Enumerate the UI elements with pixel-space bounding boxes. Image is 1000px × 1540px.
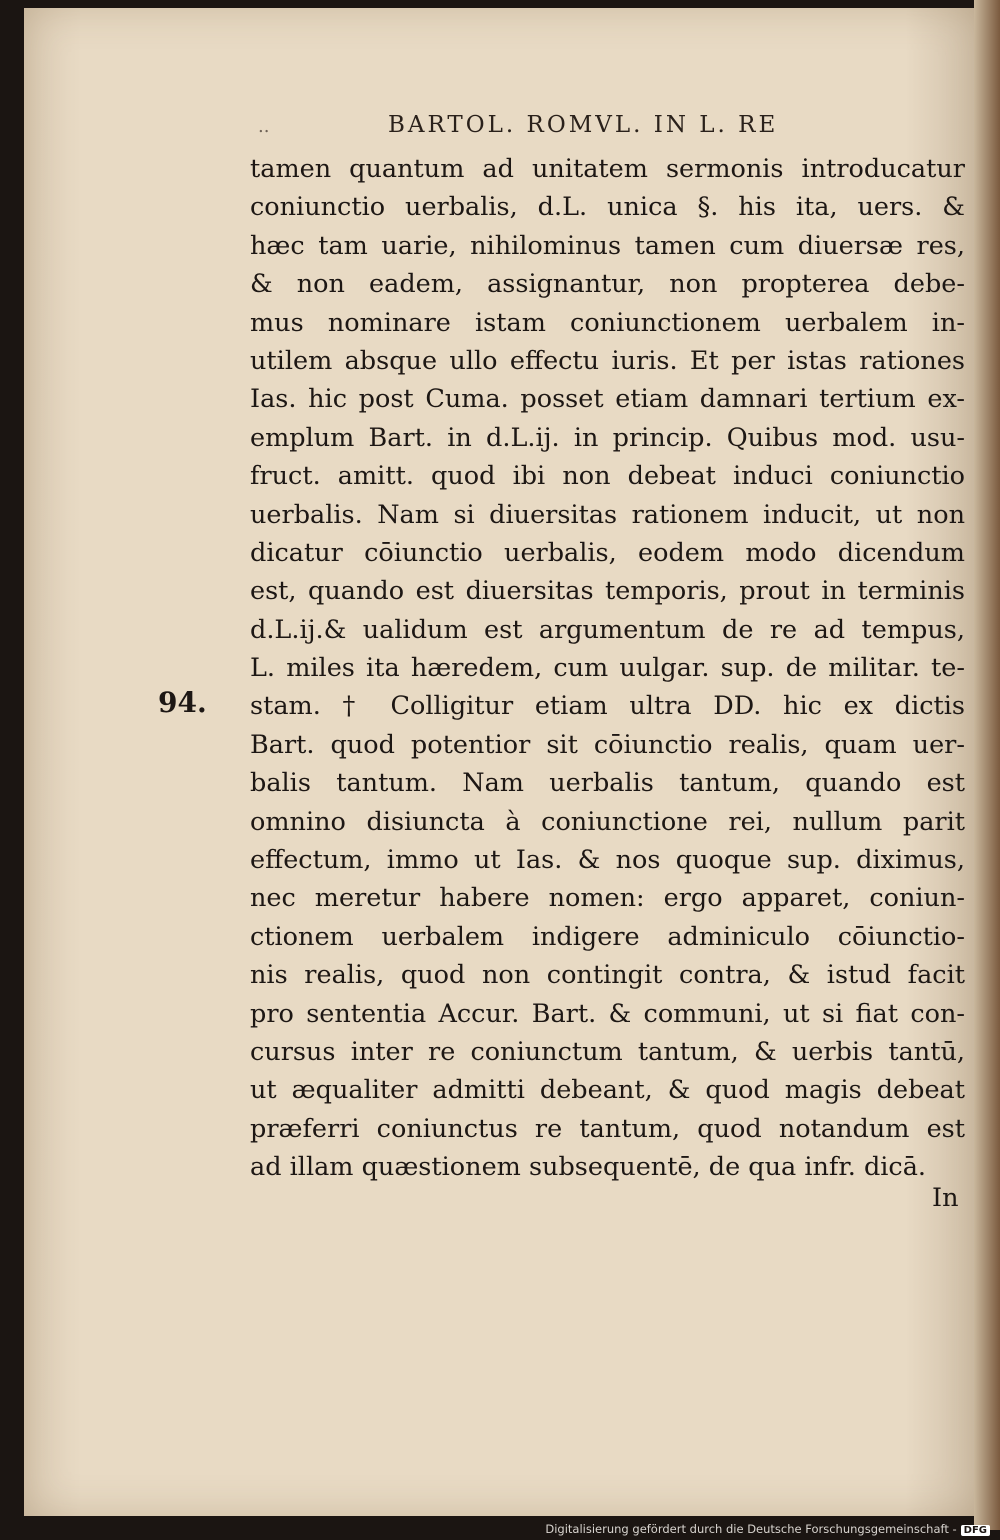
text-line: uerbalis. Nam si diuersitas rationem inducit, ut non (250, 499, 965, 530)
body-text (250, 150, 965, 1187)
text-line: pro sententia Accur. Bart. & communi, ut si fiat con- (250, 998, 965, 1029)
text-line: emplum Bart. in d.L.ij. in princip. Quibus mod. usu- (250, 422, 965, 453)
text-line: stam. † Colligitur etiam ultra DD. hic ex dictis (250, 691, 965, 722)
footer-text: Digitalisierung gefördert durch die Deutsche Forschungsgemeinschaft - (545, 1522, 957, 1536)
text-line: cursus inter re coniunctum tantum, & uerbis tantū, (250, 1036, 965, 1067)
running-head: BARTOL. ROMVL. IN L. RE (388, 112, 779, 138)
text-line: mus nominare istam coniunctionem uerbalem in- (250, 307, 965, 338)
text-line: Bart. quod potentior sit cōiunctio realis, quam uer- (250, 729, 965, 760)
text-line: effectum, immo ut Ias. & nos quoque sup. diximus, (250, 845, 965, 876)
text-line: d.L.ij.& ualidum est argumentum de re ad tempus, (250, 614, 965, 645)
text-line: tamen quantum ad unitatem sermonis introducatur (250, 154, 965, 184)
text-line: est, quando est diuersitas temporis, prout in terminis (250, 576, 965, 607)
text-line: nis realis, quod non contingit contra, & istud facit (250, 960, 965, 991)
text-line: utilem absque ullo effectu iuris. Et per istas rationes (250, 345, 965, 376)
text-line: omnino disiuncta à coniunctione rei, nullum parit (250, 806, 965, 837)
page-edge (974, 0, 1000, 1530)
text-line: dicatur cōiunctio uerbalis, eodem modo dicendum (250, 537, 965, 568)
text-line: ad illam quæstionem subsequentē, de qua infr. dicā. (250, 1152, 927, 1183)
text-line: L. miles ita hæredem, cum uulgar. sup. de militar. te- (250, 653, 965, 684)
text-line: fruct. amitt. quod ibi non debeat induci coniunctio (250, 461, 965, 492)
text-line: balis tantum. Nam uerbalis tantum, quando est (250, 768, 965, 799)
dfg-logo: DFG (961, 1525, 990, 1536)
margin-number: 94. (158, 686, 207, 719)
text-line: coniunctio uerbalis, d.L. unica §. his ita, uers. & (250, 192, 965, 223)
text-line: & non eadem, assignantur, non propterea debe- (250, 269, 965, 300)
text-line: hæc tam uarie, nihilominus tamen cum diuersæ res, (250, 230, 965, 261)
text-line: ctionem uerbalem indigere adminiculo cōiunctio- (250, 921, 965, 952)
digitization-footer (545, 1522, 990, 1536)
text-line: nec meretur habere nomen: ergo apparet, coniun- (250, 883, 965, 914)
catchword: In (932, 1183, 959, 1213)
text-line: præferri coniunctus re tantum, quod notandum est (250, 1113, 965, 1144)
text-line: ut æqualiter admitti debeant, & quod magis debeat (250, 1075, 965, 1106)
running-mark: .. (258, 116, 270, 137)
text-line: Ias. hic post Cuma. posset etiam damnari tertium ex- (250, 384, 965, 415)
